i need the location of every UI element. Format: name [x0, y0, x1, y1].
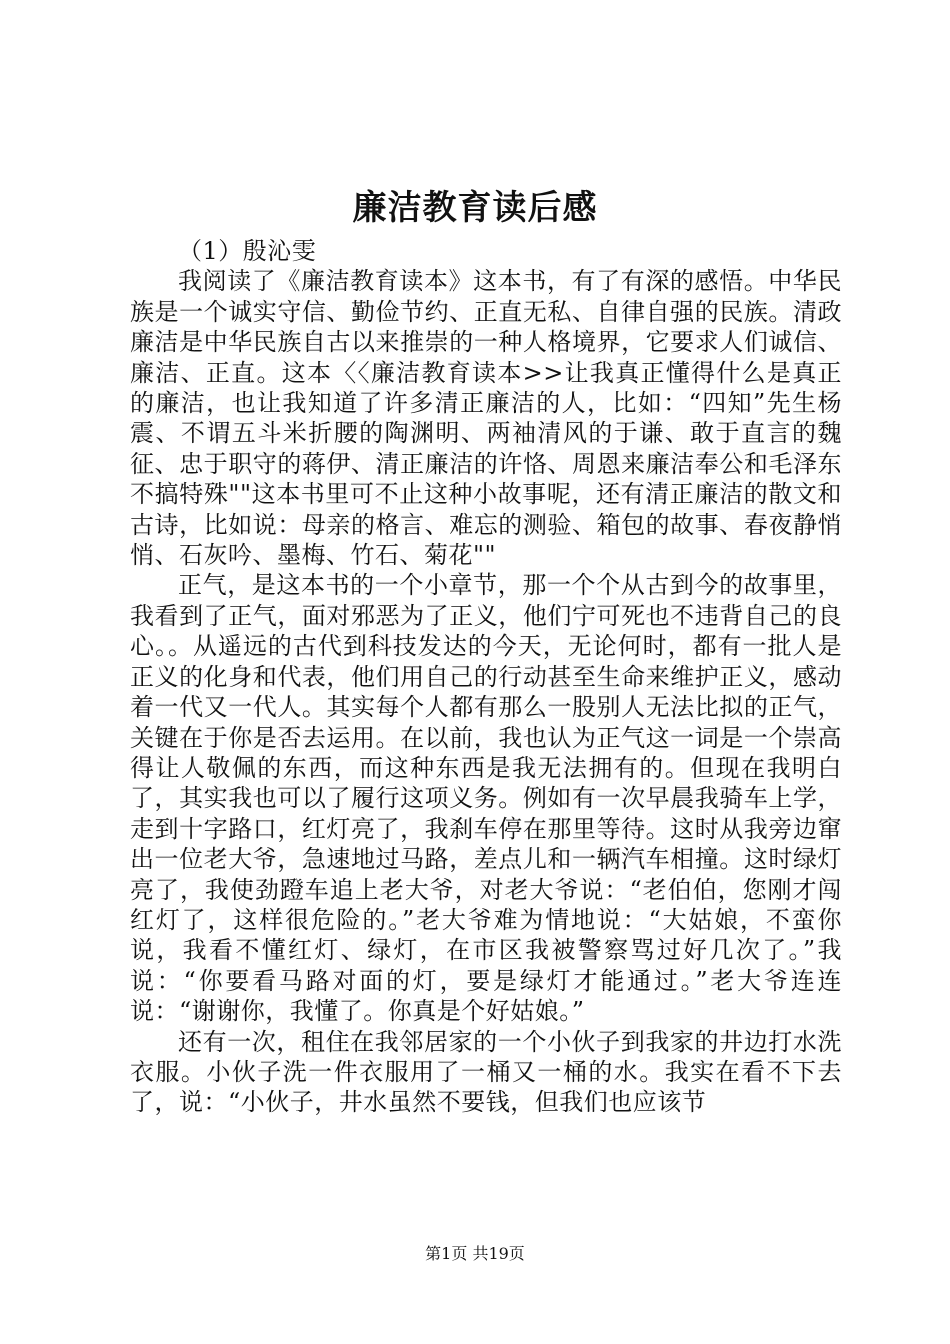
- page-footer: 第1页 共19页: [425, 1244, 525, 1263]
- document-body: [130, 236, 842, 1118]
- body-paragraph-2: 正气，是这本书的一个小章节，那一个个从古到今的故事里，我看到了正气，面对邪恶为了正义，他们宁可死也不违背自己的良心。。从遥远的古代到科技发达的今天，无论何时，都有一批人是正义的化身和代表，他们用自己的行动甚至生命来维护正义，感动着一代又一代人。其实每个人都有那么一股别人无法比拟的正气，关键在于你是否去运用。在以前，我也认为正气这一词是一个崇高得让人敬佩的东西，而这种东西是我无法拥有的。但现在我明白了，其实我也可以了履行这项义务。例如有一次早晨我骑车上学，走到十字路口，红灯亮了，我刹车停在那里等待。这时从我旁边窜出一位老大爷，急速地过马路，差点儿和一辆汽车相撞。这时绿灯亮了，我使劲蹬车追上老大爷，对老大爷说：“老伯伯，您刚才闯红灯了，这样很危险的。”老大爷难为情地说：“大姑娘，不蛮你说，我看不懂红灯、绿灯，在市区我被警察骂过好几次了。”我说：“你要看马路对面的灯，要是绿灯才能通过。”老大爷连连说：“谢谢你，我懂了。你真是个好姑娘。”: [130, 571, 842, 1026]
- body-paragraph-1: 我阅读了《廉洁教育读本》这本书，有了有深的感悟。中华民族是一个诚实守信、勤俭节约、正直无私、自律自强的民族。清政廉洁是中华民族自古以来推崇的一种人格境界，它要求人们诚信、廉洁、正直。这本〈〈廉洁教育读本>>让我真正懂得什么是真正的廉洁，也让我知道了许多清正廉洁的人，比如：“四知”先生杨震、不谓五斗米折腰的陶渊明、两袖清风的于谦、敢于直言的魏征、忠于职守的蒋伊、清正廉洁的许恪、周恩来廉洁奉公和毛泽东不搞特殊""这本书里可不止这种小故事呢，还有清正廉洁的散文和古诗，比如说：母亲的格言、难忘的测验、箱包的故事、春夜静悄悄、石灰吟、墨梅、竹石、菊花"": [130, 267, 842, 570]
- author-line: （1）殷沁雯: [178, 237, 317, 265]
- body-paragraph-3: 还有一次，租住在我邻居家的一个小伙子到我家的井边打水洗衣服。小伙子洗一件衣服用了一桶又一桶的水。我实在看不下去了，说：“小伙子，井水虽然不要钱，但我们也应该节: [130, 1027, 842, 1117]
- document-title: 廉洁教育读后感: [352, 188, 598, 228]
